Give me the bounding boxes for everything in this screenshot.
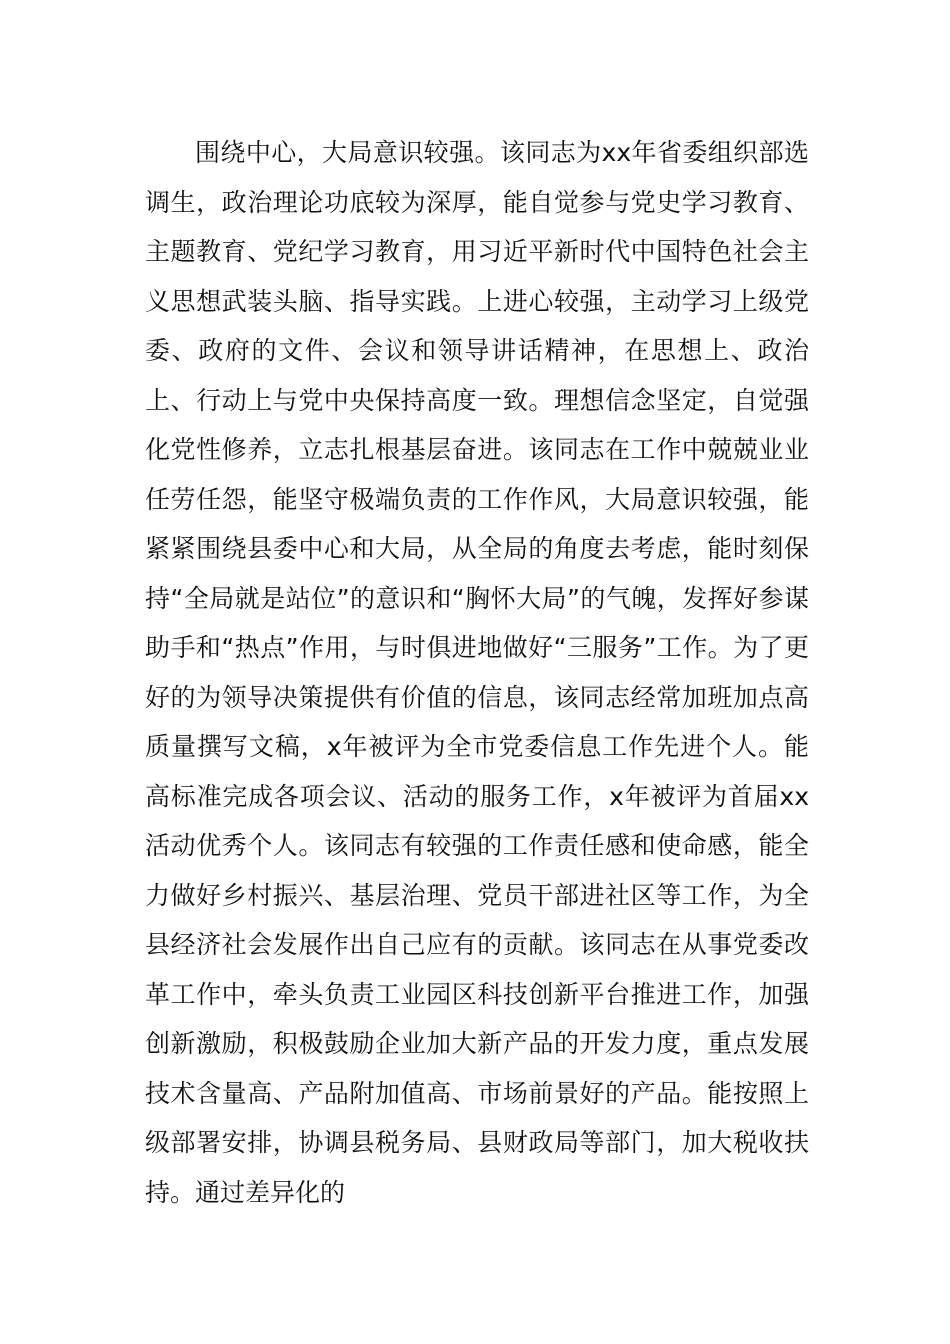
body-paragraph: 围绕中心，大局意识较强。该同志为xx年省委组织部选调生，政治理论功底较为深厚，能自觉参与党史学习教育、主题教育、党纪学习教育，用习近平新时代中国特色社会主义思想武装头脑、指导实践。上进心较强，主动学习上级党委、政府的文件、会议和领导讲话精神，在思想上、政治上、行动上与党中央保持高度一致。理想信念坚定，自觉强化党性修养，立志扎根基层奋进。该同志在工作中兢兢业业任劳任怨，能坚守极端负责的工作作风，大局意识较强，能紧紧围绕县委中心和大局，从全局的角度去考虑，能时刻保持“全局就是站位”的意识和“胸怀大局”的气魄，发挥好参谋助手和“热点”作用，与时俱进地做好“三服务”工作。为了更好的为领导决策提供有价值的信息，该同志经常加班加点高质量撰写文稿，x年被评为全市党委信息工作先进个人。能高标准完成各项会议、活动的服务工作，x年被评为首届xx活动优秀个人。该同志有较强的工作责任感和使命感，能全力做好乡村振兴、基层治理、党员干部进社区等工作，为全县经济社会发展作出自己应有的贡献。该同志在从事党委改革工作中，牵头负责工业园区科技创新平台推进工作，加强创新激励，积极鼓励企业加大新产品的开发力度，重点发展技术含量高、产品附加值高、市场前景好的产品。能按照上级部署安排，协调县税务局、县财政局等部门，加大税收扶持。通过差异化的: [145, 138, 809, 1207]
